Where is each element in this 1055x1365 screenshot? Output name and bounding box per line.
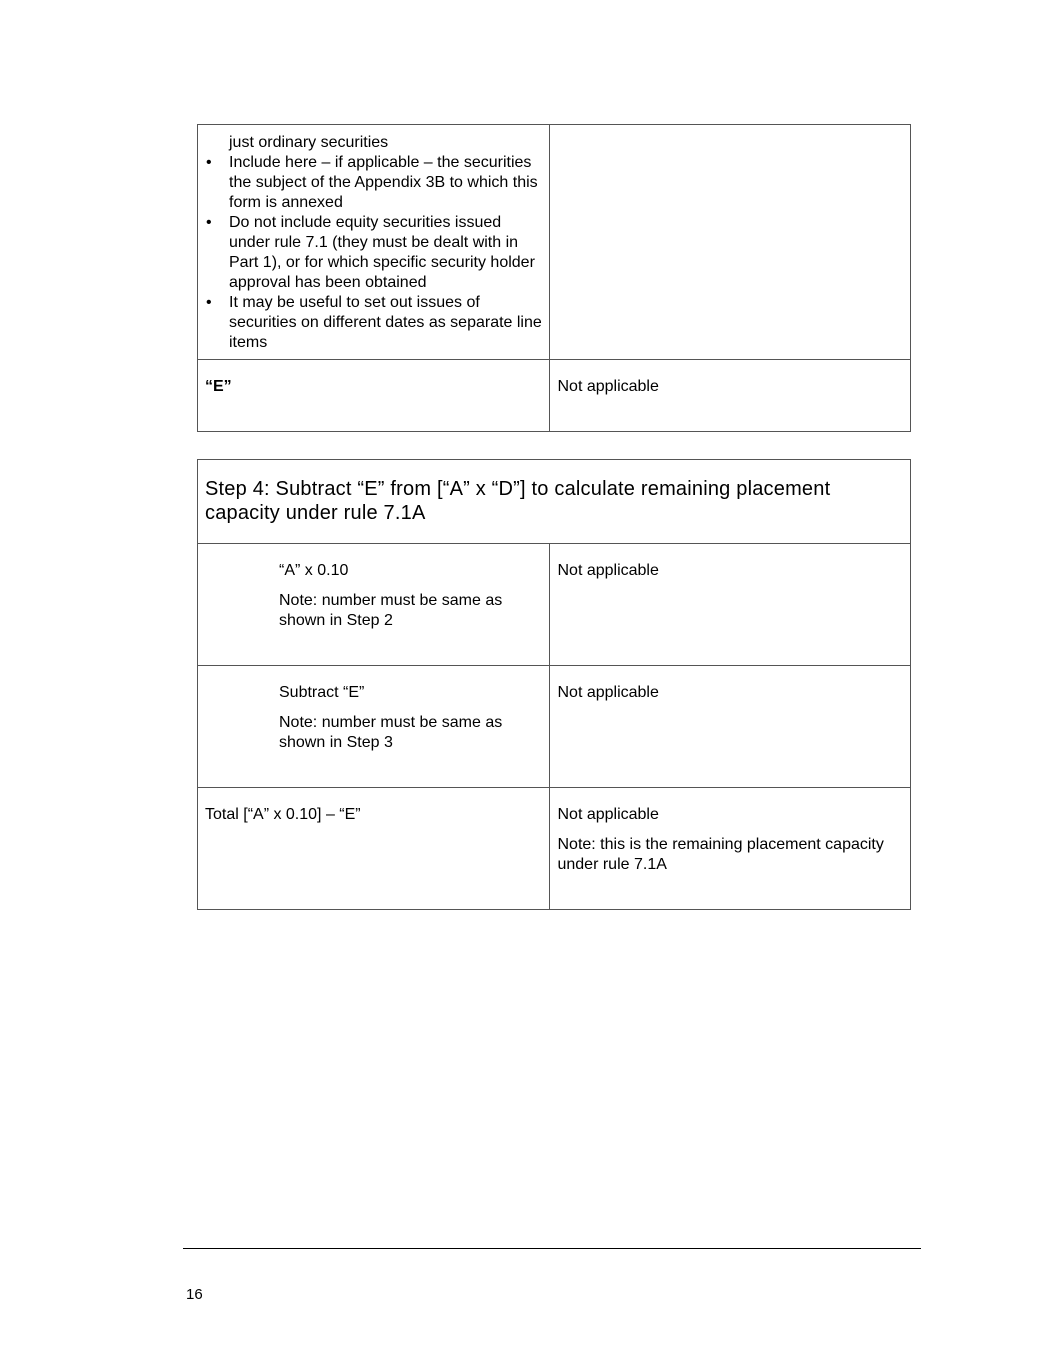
guidance-item: just ordinary securities bbox=[229, 134, 389, 151]
guidance-row bbox=[198, 125, 911, 360]
guidance-item: • Do not include equity securities issued under rule 7.1 (they must be dealt with in Part 1), or for which specific security holder approval has been obtained bbox=[229, 213, 543, 293]
guidance-item: • Include here – if applicable – the securities the subject of the Appendix 3B to which this form is annexed bbox=[229, 153, 543, 213]
page-number: 16 bbox=[186, 1286, 203, 1303]
continuation-table bbox=[197, 124, 911, 432]
a-times-note: Note: number must be same as shown in Step 2 bbox=[279, 592, 503, 629]
total-label: Total [“A” x 0.10] – “E” bbox=[205, 806, 361, 823]
e-row bbox=[198, 360, 911, 432]
subtract-e-value-cell bbox=[550, 666, 911, 788]
a-times-label: “A” x 0.10 bbox=[279, 562, 349, 579]
e-value: Not applicable bbox=[557, 378, 659, 395]
footer-divider bbox=[183, 1248, 921, 1249]
guidance-cell bbox=[198, 125, 550, 360]
e-label: “E” bbox=[205, 378, 232, 395]
a-times-value: Not applicable bbox=[557, 562, 659, 579]
total-value-cell bbox=[550, 788, 911, 910]
guidance-list bbox=[198, 125, 549, 359]
subtract-e-label: Subtract “E” bbox=[279, 684, 365, 701]
subtract-e-row bbox=[198, 666, 911, 788]
total-row bbox=[198, 788, 911, 910]
step4-title: Step 4: Subtract “E” from [“A” x “D”] to calculate remaining placement capacity under rule 7.1A bbox=[198, 460, 911, 544]
total-value: Not applicable bbox=[557, 806, 659, 823]
subtract-e-label-cell bbox=[198, 666, 550, 788]
subtract-e-note: Note: number must be same as shown in Step 3 bbox=[279, 714, 503, 751]
subtract-e-value: Not applicable bbox=[557, 684, 659, 701]
guidance-item: • It may be useful to set out issues of securities on different dates as separate line items bbox=[229, 293, 543, 353]
a-times-row bbox=[198, 544, 911, 666]
total-note: Note: this is the remaining placement capacity under rule 7.1A bbox=[557, 836, 884, 873]
guidance-value-cell bbox=[550, 125, 911, 360]
total-label-cell bbox=[198, 788, 550, 910]
step4-table bbox=[197, 459, 911, 910]
e-value-cell bbox=[550, 360, 911, 432]
e-label-cell bbox=[198, 360, 550, 432]
a-times-value-cell bbox=[550, 544, 911, 666]
a-times-label-cell bbox=[198, 544, 550, 666]
step4-title-row bbox=[198, 460, 911, 544]
